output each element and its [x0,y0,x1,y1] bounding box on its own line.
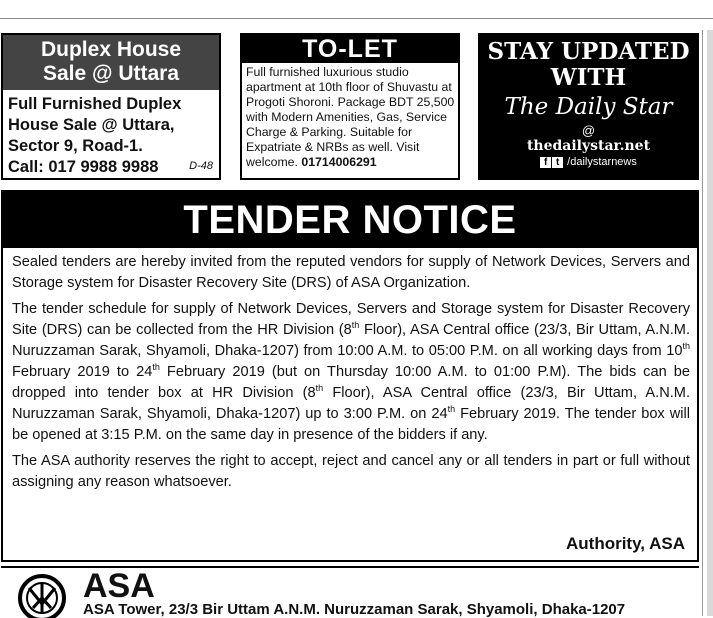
ad-to-let-text: Full furnished luxurious studio apartment at 10th floor of Shuvastu at Progoti Shoroni. Package BDT 25,500 with Modern Amenities, Gas, Service Charge & Parking. Suitable for Expatriate & NRBs as well. Visit welcome. [246,65,455,169]
asa-address: ASA Tower, 23/3 Bir Uttam A.N.M. Nuruzzaman Sarak, Shyamoli, Dhaka-1207 [83,601,626,618]
ad-daily-star-at: @ [581,123,596,138]
tender-title: TENDER NOTICE [3,192,697,248]
ad-to-let-phone: 01714006291 [301,155,377,169]
ad-daily-star [478,33,699,180]
ad-duplex-heading-line2: Sale @ Uttara [42,62,180,85]
right-rule [702,30,703,616]
ad-duplex-line2: House Sale @ Uttara, [8,116,175,134]
twitter-icon: t [552,157,563,168]
tender-p2-part-c: February 2019 to 24 [12,364,153,380]
ordinal-suffix: th [315,383,324,394]
ad-daily-star-handle: /dailystarnews [567,156,637,168]
daily-star-logo: The Daily Star [504,94,673,120]
tender-paragraph-2 [12,299,690,446]
ad-to-let [240,33,460,180]
ordinal-suffix: th [682,341,690,352]
ad-duplex-line3: Sector 9, Road-1. [8,137,143,155]
asa-name: ASA [83,567,155,605]
ordinal-suffix: th [351,320,360,331]
ad-daily-star-site[interactable]: thedailystar.net [526,138,651,154]
top-rule [0,18,713,19]
ad-daily-star-heading-line2: WITH [550,64,627,91]
ad-daily-star-heading [478,33,699,91]
tender-p2-part-f: February 2019. The tender box will be opened at 3:15 P.M. on the same day in presence of the bidders if any. [12,406,690,443]
ad-to-let-heading: TO-LET [242,35,458,63]
tender-body [3,248,697,493]
ad-duplex-line1: Full Furnished Duplex [8,95,182,113]
ad-daily-star-heading-line1: STAY UPDATED [487,38,690,65]
asa-footer [1,566,699,618]
tender-p2-part-a: The tender schedule for supply of Network Devices, Servers and Storage system for Disaster Recovery Site (DRS) can be collected from the HR Division (8 [12,301,690,338]
tender-authority: Authority, ASA [566,534,685,553]
page-edge [707,30,713,616]
ad-daily-star-social [478,155,699,169]
tender-p2-part-b: Floor), ASA Central office (23/3, Bir Uttam, A.N.M. Nuruzzaman Sarak, Shyamoli, Dhaka-1207) from 10:00 A.M. to 05:00 P.M. on all working days from 10 [12,322,691,359]
ad-duplex-heading-line1: Duplex House [40,38,182,61]
tender-paragraph-3: The ASA authority reserves the right to accept, reject and cancel any or all tenders in part or full without assigning any reason whatsoever. [12,453,690,490]
ordinal-suffix: th [447,404,456,415]
ordinal-suffix: th [152,362,160,373]
ad-duplex-body [3,90,219,178]
tender-notice [1,190,699,562]
ad-duplex-heading [3,35,219,90]
facebook-icon: f [540,157,551,168]
ad-duplex-code: D-48 [189,160,213,172]
tender-p2-part-d: February 2019 (but on Thursday 10:00 A.M. to 01:00 P.M). The bids can be dropped into tender box at HR Division (8 [12,364,690,401]
asa-logo-icon [9,568,75,618]
ad-to-let-body [242,63,458,170]
tender-p2-part-e: Floor), ASA Central office (23/3, Bir Uttam, A.N.M. Nuruzzaman Sarak, Shyamoli, Dhaka-1207) up to 3:00 P.M. on 24 [12,385,690,422]
ad-duplex-house [1,33,221,180]
ad-duplex-call: Call: 017 9988 9988 [8,158,159,176]
tender-paragraph-1: Sealed tenders are hereby invited from the reputed vendors for supply of Network Devices, Servers and Storage system for Disaster Recovery Site (DRS) of ASA Organization. [12,254,690,291]
